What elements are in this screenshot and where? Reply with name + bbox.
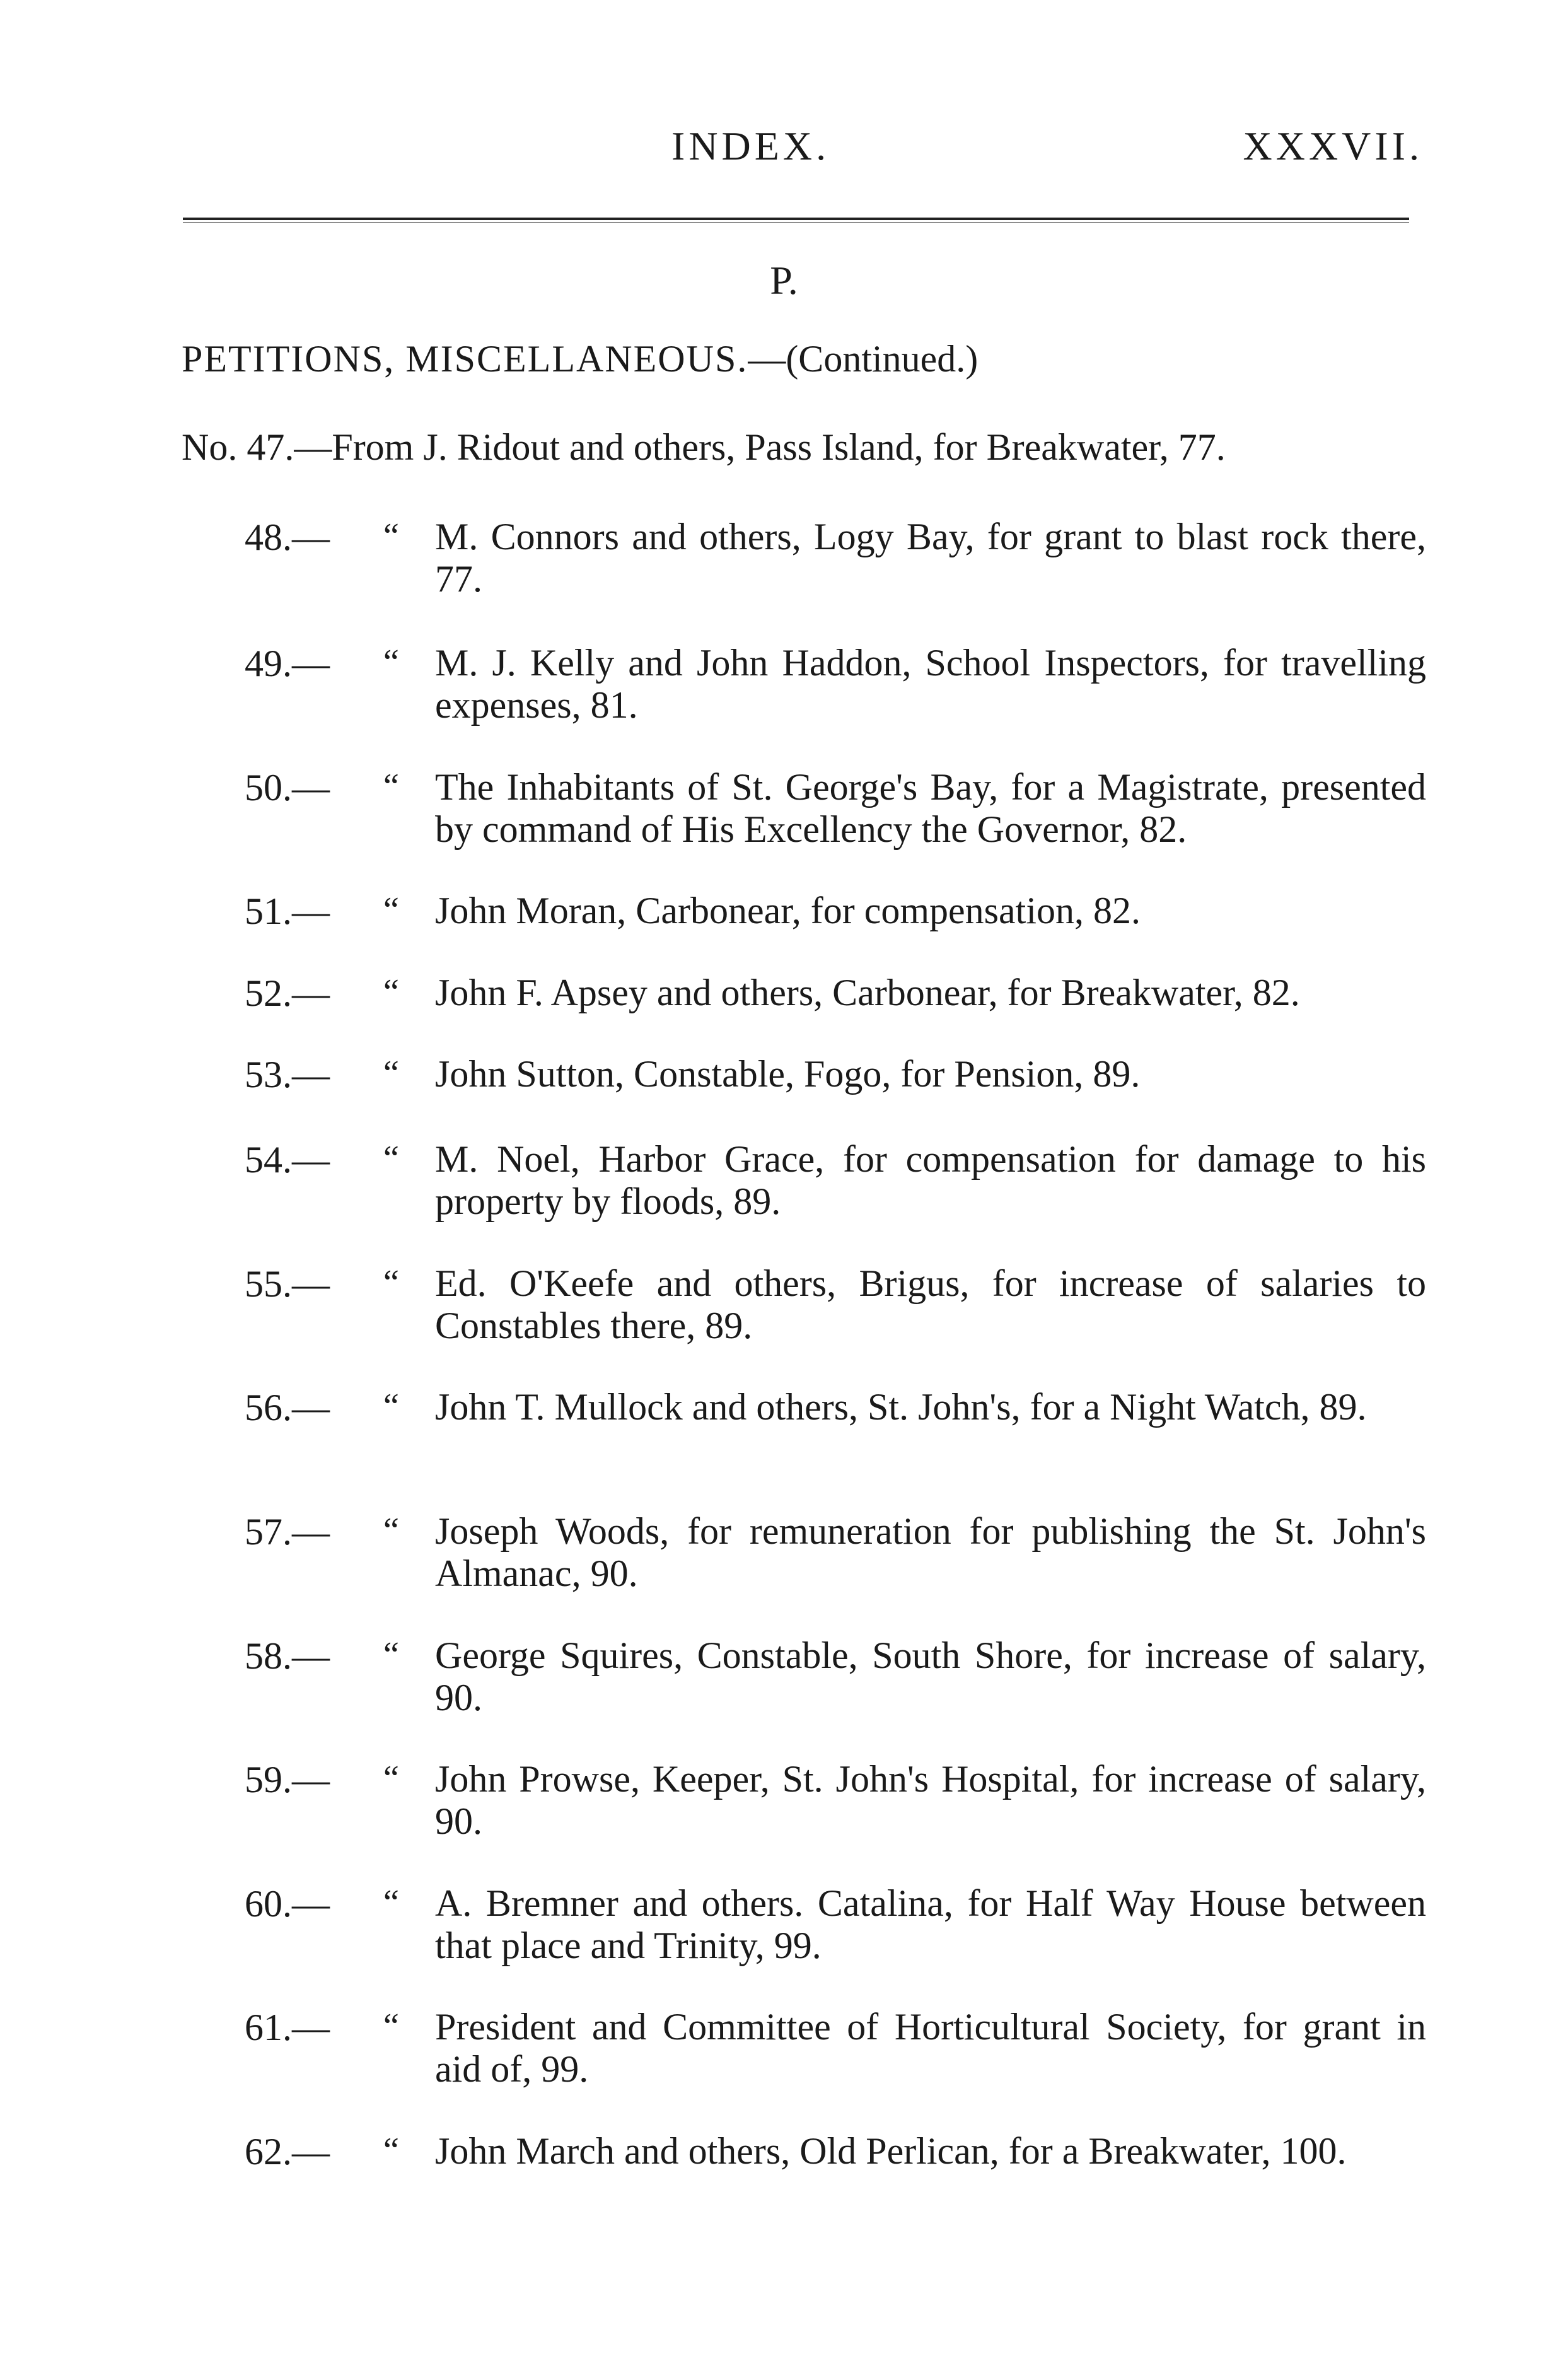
ditto-mark: “	[383, 516, 399, 556]
entry-number: 61.—	[245, 2007, 330, 2048]
ditto-mark: “	[383, 972, 399, 1011]
ditto-mark: “	[383, 1883, 399, 1922]
ditto-mark: “	[383, 1139, 399, 1178]
entry-text: John Moran, Carbonear, for compensation, 82.	[435, 890, 1141, 931]
ditto-mark: “	[383, 1387, 399, 1426]
entry-text: A. Bremner and others. Catalina, for Half Way House between that place and Trinity, 99.	[435, 1882, 1426, 1966]
ditto-mark: “	[383, 767, 399, 806]
entry-number: 52.—	[245, 972, 330, 1014]
entry-text: Ed. O'Keefe and others, Brigus, for increase of salaries to Constables there, 89.	[435, 1262, 1426, 1346]
entry-text: John Sutton, Constable, Fogo, for Pension, 89.	[435, 1053, 1141, 1095]
entry-number: 62.—	[245, 2131, 330, 2172]
entry-number: 60.—	[245, 1883, 330, 1925]
section-continued-note: —(Continued.)	[748, 338, 979, 380]
ditto-mark: “	[383, 1263, 399, 1302]
entry-text: George Squires, Constable, South Shore, for increase of salary, 90.	[435, 1635, 1426, 1718]
entry-number: 54.—	[245, 1139, 330, 1180]
ditto-mark: “	[383, 890, 399, 930]
entry-text: John Prowse, Keeper, St. John's Hospital, for increase of salary, 90.	[435, 1758, 1426, 1842]
section-letter: P.	[770, 258, 798, 303]
entry-text: M. Noel, Harbor Grace, for compensation for damage to his property by floods, 89.	[435, 1138, 1426, 1222]
entry-text: M. Connors and others, Logy Bay, for grant to blast rock there, 77.	[435, 516, 1426, 600]
ditto-mark: “	[383, 1635, 399, 1674]
entry-number: 51.—	[245, 890, 330, 932]
entry-text: John March and others, Old Perlican, for a Breakwater, 100.	[435, 2130, 1347, 2172]
entry-number: 58.—	[245, 1635, 330, 1677]
entry-number: 50.—	[245, 767, 330, 808]
entry-text: John T. Mullock and others, St. John's, for a Night Watch, 89.	[435, 1386, 1367, 1428]
ditto-mark: “	[383, 643, 399, 682]
entry-number: 49.—	[245, 643, 330, 684]
entry-text: John F. Apsey and others, Carbonear, for Breakwater, 82.	[435, 972, 1300, 1013]
entry-number: 56.—	[245, 1387, 330, 1428]
entry-number: 48.—	[245, 516, 330, 558]
ditto-mark: “	[383, 1054, 399, 1093]
entry-text: M. J. Kelly and John Haddon, School Inspectors, for travelling expenses, 81.	[435, 642, 1426, 726]
entry-text: Joseph Woods, for remuneration for publishing the St. John's Almanac, 90.	[435, 1510, 1426, 1594]
ditto-mark: “	[383, 2131, 399, 2170]
running-title: INDEX.	[671, 124, 830, 168]
entry-text: President and Committee of Horticultural Society, for grant in aid of, 99.	[435, 2006, 1426, 2090]
ditto-mark: “	[383, 1759, 399, 1798]
page-number: XXXVII.	[1243, 124, 1423, 168]
entry-number: 57.—	[245, 1511, 330, 1553]
entry-number: 59.—	[245, 1759, 330, 1800]
index-entry-47: No. 47.—From J. Ridout and others, Pass Island, for Breakwater, 77.	[182, 426, 1226, 468]
ditto-mark: “	[383, 2007, 399, 2046]
entry-text: The Inhabitants of St. George's Bay, for a Magistrate, presented by command of His Excellency the Governor, 82.	[435, 766, 1426, 850]
ditto-mark: “	[383, 1511, 399, 1550]
entry-number: 55.—	[245, 1263, 330, 1305]
entry-number: 53.—	[245, 1054, 330, 1095]
section-heading-title: PETITIONS, MISCELLANEOUS.	[182, 338, 748, 380]
